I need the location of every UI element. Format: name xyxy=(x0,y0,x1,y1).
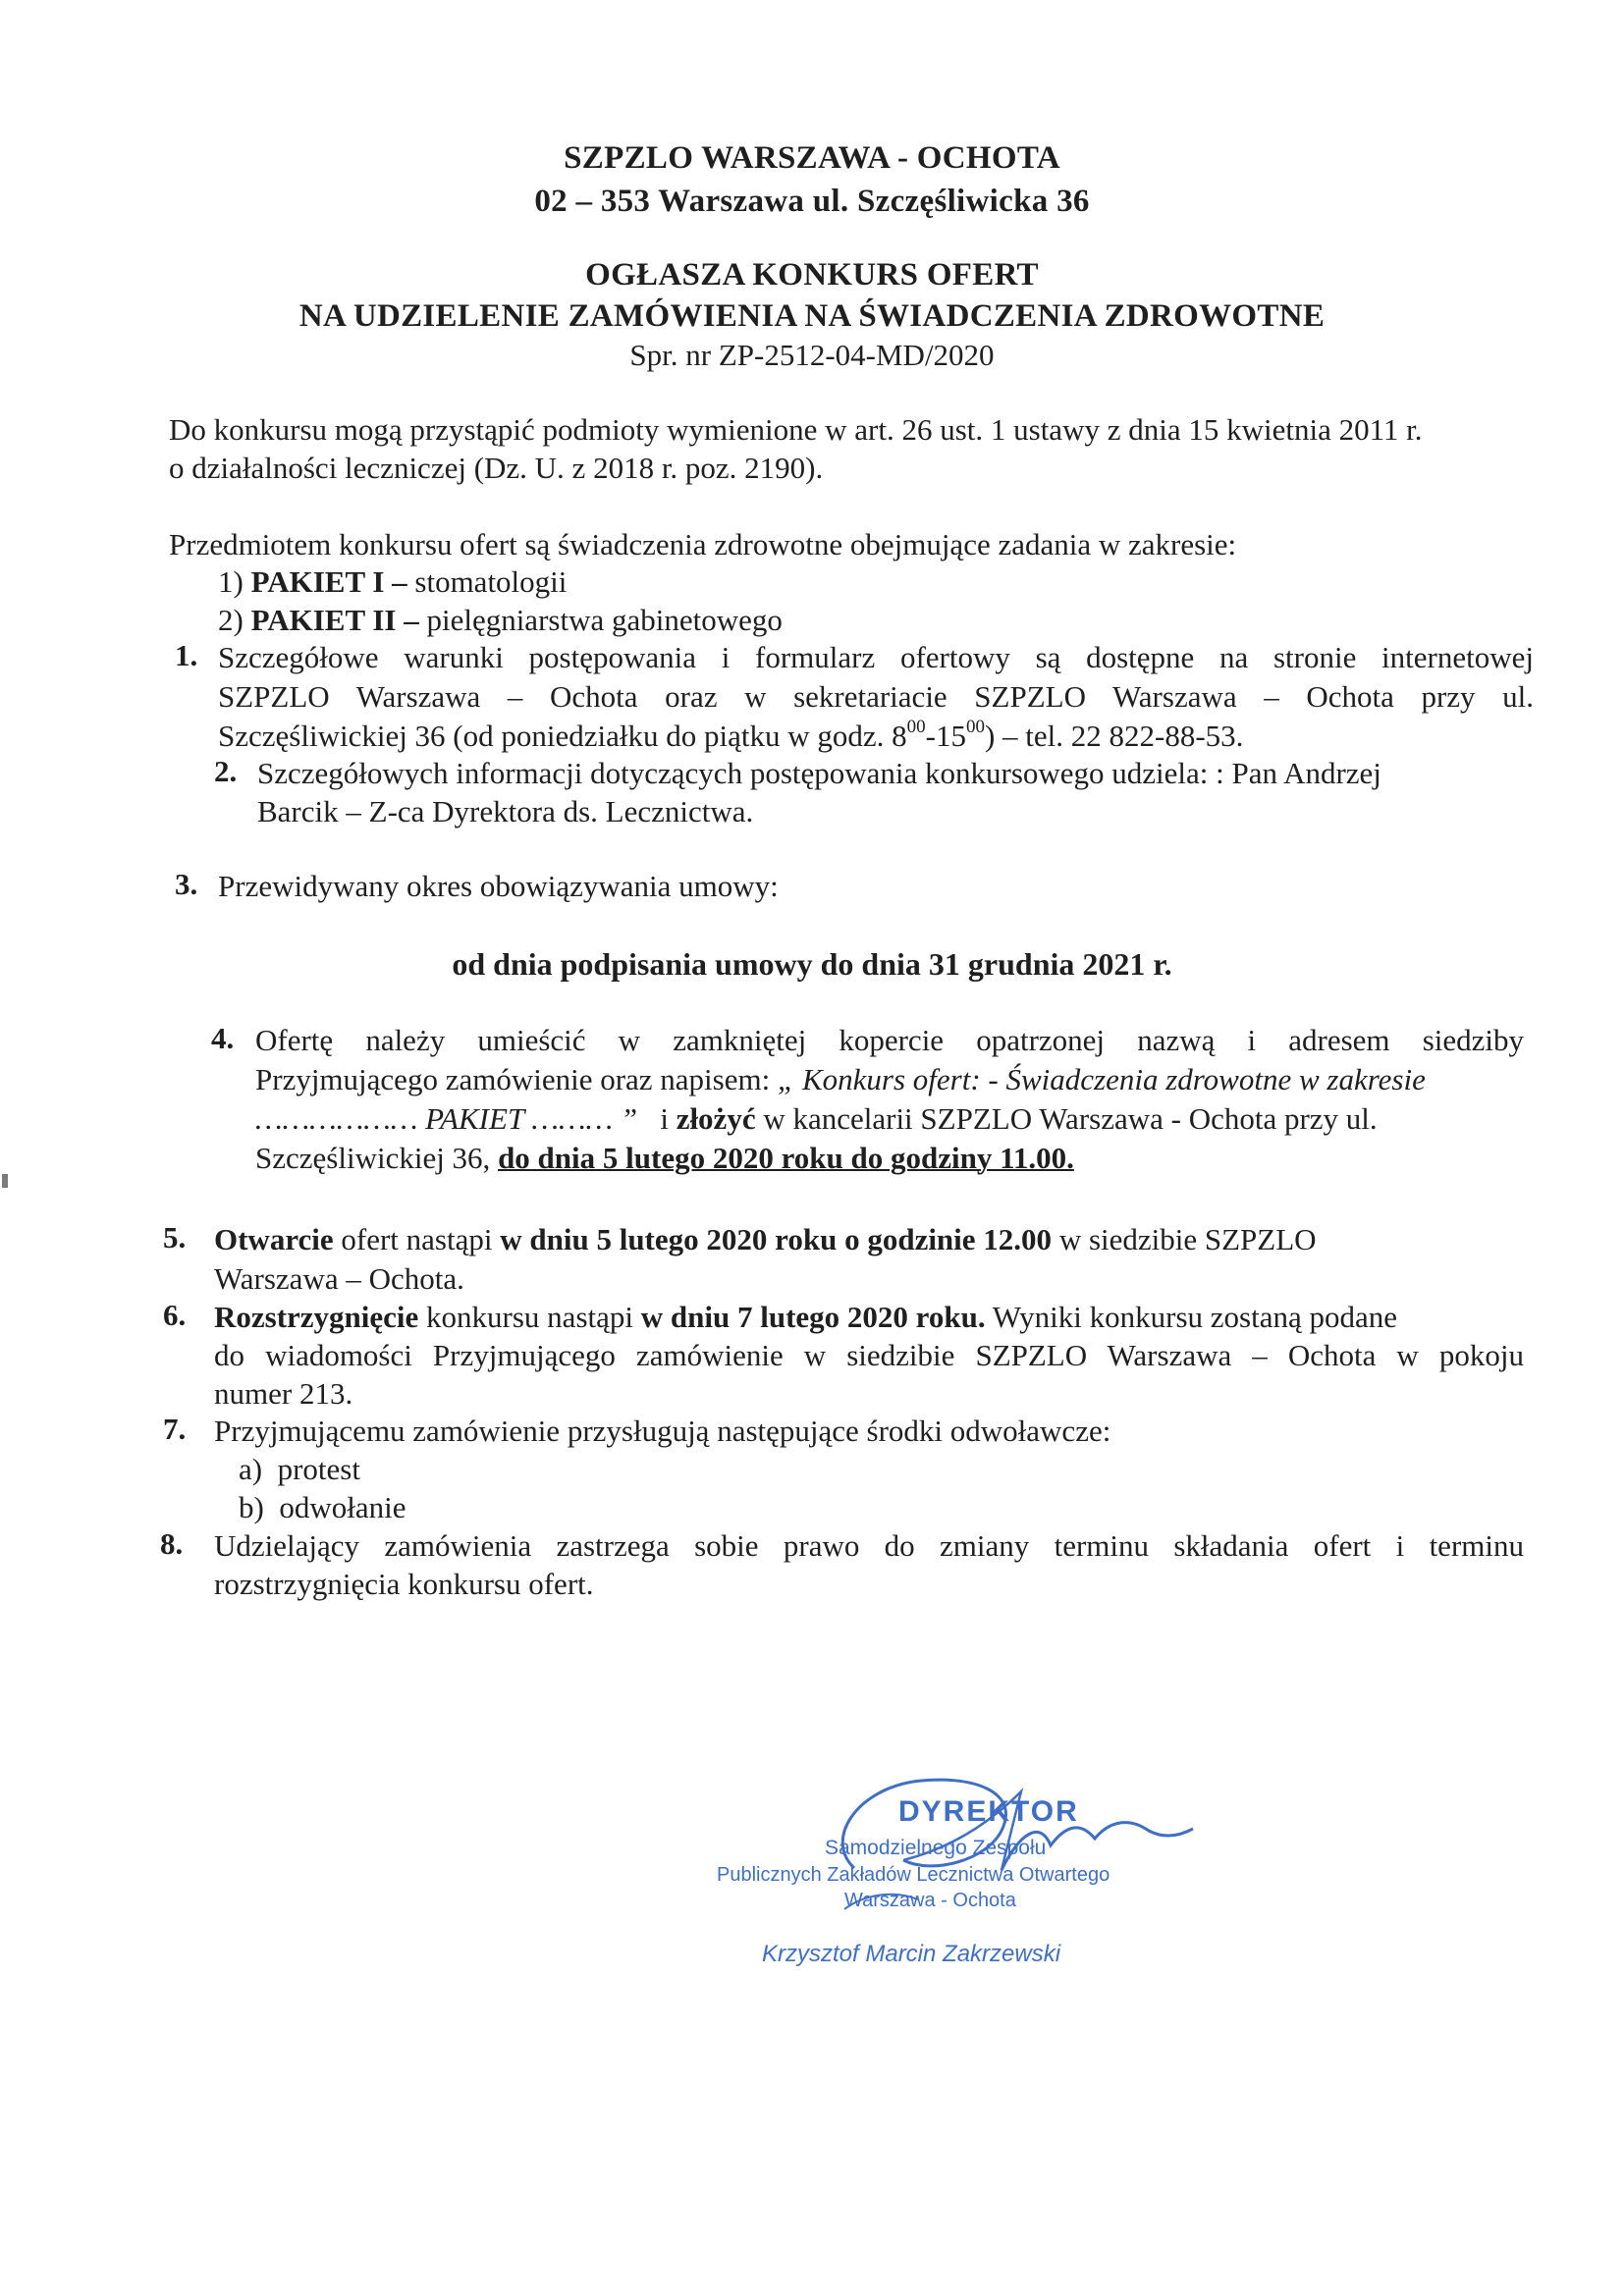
director-name: Krzysztof Marcin Zakrzewski xyxy=(762,1941,1061,1967)
item-6-text: konkursu nastąpi xyxy=(418,1300,641,1334)
item-4-line-3 xyxy=(255,1101,1378,1137)
item-6-number: 6. xyxy=(163,1298,187,1332)
intro-line-1: Do konkursu mogą przystąpić podmioty wymienione w art. 26 ust. 1 ustawy z dnia 15 kwietnia 2011 r. xyxy=(169,412,1423,447)
item-3-line-1: Przewidywany okres obowiązywania umowy: xyxy=(218,869,779,903)
item-1-line-3 xyxy=(218,716,1244,754)
package-2-text: pielęgniarstwa gabinetowego xyxy=(426,603,783,637)
package-2 xyxy=(218,603,783,638)
org-name: SZPZLO WARSZAWA - OCHOTA xyxy=(564,140,1060,176)
item-5-line-1 xyxy=(214,1222,1317,1257)
item-6-resolution-date: w dniu 7 lutego 2020 roku. xyxy=(640,1300,986,1334)
item-1-line-1: Szczegółowe warunki postępowania i formularz ofertowy są dostępne na stronie internetowej xyxy=(218,640,1534,674)
remedy-b-letter: b) xyxy=(239,1490,264,1524)
item-4-number: 4. xyxy=(211,1021,235,1055)
announcement-subtitle: NA UDZIELENIE ZAMÓWIENIA NA ŚWIADCZENIA ZDROWOTNE xyxy=(298,298,1326,334)
item-5-text: ofert nastąpi xyxy=(333,1222,501,1256)
case-number: Spr. nr ZP-2512-04-MD/2020 xyxy=(629,338,995,372)
stamp-title: DYREKTOR xyxy=(898,1795,1079,1828)
item-8-number: 8. xyxy=(160,1526,184,1561)
item-1-hours-sup-2: 00 xyxy=(965,716,985,737)
remedy-b-text: odwołanie xyxy=(279,1490,406,1524)
item-4-deadline: do dnia 5 lutego 2020 roku do godziny 11.00. xyxy=(498,1141,1074,1175)
item-1-hours-end: -15 xyxy=(925,719,966,753)
item-1-hours-text: Szczęśliwickiej 36 (od poniedziałku do piątku w godz. 8 xyxy=(218,719,907,753)
subject-lead: Przedmiotem konkursu ofert są świadczenia zdrowotne obejmujące zadania w zakresie: xyxy=(169,527,1237,561)
stamp-line-2: Publicznych Zakładów Lecznictwa Otwartego xyxy=(717,1864,1110,1886)
package-2-name: PAKIET II – xyxy=(250,603,419,637)
remedy-a-letter: a) xyxy=(239,1452,263,1486)
item-6-resolution-word: Rozstrzygnięcie xyxy=(214,1300,419,1334)
scan-edge-mark xyxy=(2,1174,8,1188)
item-6-line-2: do wiadomości Przyjmującego zamówienie w siedzibie SZPZLO Warszawa – Ochota w pokoju xyxy=(214,1338,1524,1372)
announcement-title: OGŁASZA KONKURS OFERT xyxy=(585,257,1039,293)
item-5-number: 5. xyxy=(163,1220,187,1255)
remedy-a xyxy=(239,1452,360,1487)
item-8-line-1: Udzielający zamówienia zastrzega sobie prawo do zmiany terminu składania ofert i terminu xyxy=(214,1528,1524,1563)
item-1-line-2: SZPZLO Warszawa – Ochota oraz w sekretariacie SZPZLO Warszawa – Ochota przy ul. xyxy=(218,679,1534,714)
package-1-number: 1) xyxy=(218,564,244,599)
org-address: 02 – 353 Warszawa ul. Szczęśliwicka 36 xyxy=(534,184,1090,219)
contract-period: od dnia podpisania umowy do dnia 31 grudnia 2021 r. xyxy=(452,946,1172,982)
item-5-opening-date: w dniu 5 lutego 2020 roku o godzinie 12.00 xyxy=(500,1222,1053,1256)
item-6-line-1 xyxy=(214,1300,1397,1335)
item-5-place: w siedzibie SZPZLO xyxy=(1052,1222,1317,1256)
stamp-line-3: Warszawa - Ochota xyxy=(844,1890,1016,1911)
item-4-submit-word: złożyć xyxy=(676,1101,756,1136)
item-4-package-placeholder: ……………… PAKIET ……… ” xyxy=(255,1101,638,1136)
item-4-street: Szczęśliwickiej 36, xyxy=(255,1141,499,1175)
item-2-number: 2. xyxy=(214,754,238,788)
package-1-text: stomatologii xyxy=(414,564,568,599)
intro-line-2: o działalności leczniczej (Dz. U. z 2018 r. poz. 2190). xyxy=(169,451,824,485)
item-7-line-1: Przyjmującemu zamówienie przysługują następujące środki odwoławcze: xyxy=(214,1414,1111,1448)
package-1-name: PAKIET I – xyxy=(250,564,407,599)
stamp-line-1: Samodzielnego Zespołu xyxy=(825,1837,1047,1859)
item-4-and: i xyxy=(660,1101,677,1136)
item-4-line-2 xyxy=(255,1062,1426,1097)
item-1-hours-sup-1: 00 xyxy=(906,716,926,737)
package-1 xyxy=(218,564,567,600)
remedy-b xyxy=(239,1490,406,1525)
remedy-a-text: protest xyxy=(277,1452,360,1486)
item-4-envelope-label: „ Konkurs ofert: - Świadczenia zdrowotne w zakresie xyxy=(777,1062,1426,1096)
item-2-line-1: Szczegółowych informacji dotyczących postępowania konkursowego udziela: : Pan Andrzej xyxy=(257,756,1381,790)
item-4-submit-place: w kancelarii SZPZLO Warszawa - Ochota przy ul. xyxy=(755,1101,1378,1136)
item-2-line-2: Barcik – Z-ca Dyrektora ds. Lecznictwa. xyxy=(257,794,754,828)
item-5-opening-word: Otwarcie xyxy=(214,1222,334,1256)
item-1-phone: ) – tel. 22 822-88-53. xyxy=(984,719,1244,753)
item-1-number: 1. xyxy=(175,638,198,672)
item-7-number: 7. xyxy=(163,1412,187,1446)
director-stamp xyxy=(707,1752,1218,1988)
item-4-label-text: Przyjmującego zamówienie oraz napisem: xyxy=(255,1062,778,1096)
item-4-line-4 xyxy=(255,1141,1074,1176)
item-3-number: 3. xyxy=(175,867,198,901)
item-4-line-1: Ofertę należy umieścić w zamkniętej kopercie opatrzonej nazwą i adresem siedziby xyxy=(255,1023,1524,1057)
package-2-number: 2) xyxy=(218,603,244,637)
item-6-results: Wyniki konkursu zostaną podane xyxy=(985,1300,1398,1334)
item-5-line-2: Warszawa – Ochota. xyxy=(214,1261,464,1296)
item-8-line-2: rozstrzygnięcia konkursu ofert. xyxy=(214,1567,594,1601)
item-6-line-3: numer 213. xyxy=(214,1376,353,1411)
